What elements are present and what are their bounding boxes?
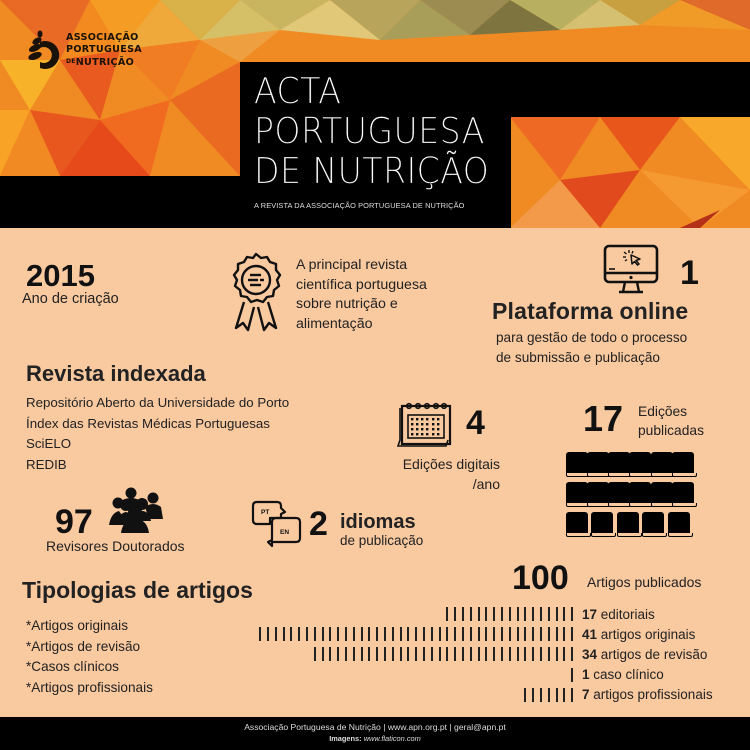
- tally-mark: [451, 647, 459, 661]
- tally-mark: [467, 627, 475, 641]
- tally-bar: [250, 668, 576, 682]
- articles-breakdown: [250, 604, 750, 705]
- tally-mark: [342, 627, 350, 641]
- digital-editions-label-line: /ano: [472, 476, 500, 492]
- published-editions-count: 17: [583, 398, 624, 439]
- tally-mark: [381, 647, 389, 661]
- book-icon: [566, 482, 584, 507]
- tally-mark: [498, 627, 506, 641]
- tally-mark: [521, 607, 529, 621]
- founded-year: 2015: [26, 258, 95, 293]
- platform-description: [496, 328, 687, 368]
- tally-mark: [514, 627, 522, 641]
- typology-item: *Artigos originais: [26, 618, 128, 633]
- tally-mark: [553, 688, 561, 702]
- tally-mark: [553, 627, 561, 641]
- tally-mark: [404, 647, 412, 661]
- tally-mark: [545, 627, 553, 641]
- tally-mark: [303, 627, 311, 641]
- tally-mark: [420, 627, 428, 641]
- tally-mark: [529, 688, 537, 702]
- tally-mark: [537, 627, 545, 641]
- tally-mark: [459, 627, 467, 641]
- journal-subtitle: A REVISTA DA ASSOCIAÇÃO PORTUGUESA DE NUTRIÇÃO: [254, 201, 465, 210]
- article-type-label: 17 editoriais: [582, 606, 655, 622]
- languages-count: 2: [309, 505, 328, 543]
- digital-editions-label: [386, 454, 500, 494]
- tally-mark: [412, 647, 420, 661]
- tally-mark: [568, 668, 576, 682]
- tally-mark: [397, 647, 405, 661]
- tally-mark: [443, 607, 451, 621]
- title-line-3: DE NUTRIÇÃO: [254, 151, 490, 192]
- tally-mark: [404, 627, 412, 641]
- book-icon: [587, 452, 605, 477]
- tally-mark: [256, 627, 264, 641]
- tally-mark: [560, 688, 568, 702]
- article-type-row: [250, 624, 750, 644]
- tally-mark: [389, 647, 397, 661]
- tally-mark: [350, 627, 358, 641]
- tally-mark: [365, 647, 373, 661]
- platform-title: Plataforma online: [492, 298, 689, 324]
- tally-bar: [250, 607, 576, 621]
- tally-mark: [436, 647, 444, 661]
- footer-credits-label: Imagens:: [329, 734, 362, 743]
- tally-mark: [490, 647, 498, 661]
- tally-mark: [373, 647, 381, 661]
- book-icon: [587, 482, 605, 507]
- book-icon: [566, 452, 584, 477]
- books-grid: [566, 452, 690, 542]
- principal-line: científica portuguesa: [296, 276, 427, 293]
- articles-total-label: Artigos publicados: [587, 574, 702, 590]
- tally-mark: [467, 647, 475, 661]
- tally-mark: [311, 627, 319, 641]
- tally-mark: [475, 647, 483, 661]
- typologies-title: Tipologias de artigos: [22, 577, 253, 603]
- tally-mark: [506, 607, 514, 621]
- typologies-list: [26, 616, 153, 698]
- platform-desc-line: de submissão e publicação: [496, 350, 660, 365]
- tally-mark: [459, 647, 467, 661]
- tally-mark: [560, 607, 568, 621]
- book-icon: [608, 452, 626, 477]
- tally-mark: [373, 627, 381, 641]
- indexed-item: SciELO: [26, 436, 72, 451]
- tally-mark: [327, 627, 335, 641]
- tally-mark: [350, 647, 358, 661]
- tally-mark: [342, 647, 350, 661]
- tally-mark: [443, 647, 451, 661]
- tally-mark: [490, 607, 498, 621]
- tally-mark: [498, 647, 506, 661]
- principal-line: A principal revista: [296, 257, 408, 273]
- tally-mark: [545, 607, 553, 621]
- tally-mark: [545, 688, 553, 702]
- principal-line: sobre nutrição e: [296, 296, 398, 312]
- indexed-item: Repositório Aberto da Universidade do Porto: [26, 395, 290, 410]
- indexed-item: REDIB: [26, 456, 67, 472]
- published-editions-label-line: Edições: [638, 404, 688, 419]
- wheat-leaf-logo-icon: [26, 30, 60, 70]
- book-icon: [608, 482, 626, 507]
- published-editions-label-line: publicadas: [638, 423, 704, 438]
- award-ribbon-icon: [228, 250, 284, 336]
- tally-mark: [529, 627, 537, 641]
- typology-item: *Artigos profissionais: [26, 679, 153, 695]
- digital-editions-count: 4: [466, 404, 485, 442]
- tally-mark: [537, 647, 545, 661]
- monitor-click-icon: [603, 244, 659, 296]
- book-icon: [629, 482, 647, 507]
- tally-mark: [537, 688, 545, 702]
- article-type-row: [250, 685, 750, 705]
- indexed-list: [26, 393, 289, 475]
- tally-mark: [443, 627, 451, 641]
- article-type-label: 7 artigos profissionais: [582, 687, 713, 703]
- calendar-icon: [396, 400, 454, 448]
- book-row: [566, 512, 690, 537]
- logo-text: [66, 32, 142, 69]
- tally-mark: [482, 607, 490, 621]
- footer: [0, 717, 750, 750]
- tally-mark: [537, 607, 545, 621]
- tally-mark: [459, 607, 467, 621]
- published-editions-label: [638, 402, 704, 440]
- tally-mark: [506, 627, 514, 641]
- book-icon: [651, 452, 669, 477]
- languages-title: idiomas: [340, 511, 416, 533]
- book-icon: [642, 512, 664, 537]
- language-bubble-en: EN: [280, 529, 290, 536]
- tally-bar: [250, 688, 576, 702]
- tally-mark: [327, 647, 335, 661]
- book-icon: [566, 512, 588, 537]
- tally-mark: [264, 627, 272, 641]
- digital-editions-label-line: Edições digitais: [402, 456, 500, 472]
- tally-mark: [451, 607, 459, 621]
- founded-label: Ano de criação: [22, 291, 119, 307]
- article-type-label: 41 artigos originais: [582, 626, 696, 642]
- tally-mark: [506, 647, 514, 661]
- tally-mark: [397, 627, 405, 641]
- book-row: [566, 452, 690, 477]
- tally-mark: [521, 688, 529, 702]
- tally-mark: [545, 647, 553, 661]
- tally-mark: [560, 647, 568, 661]
- tally-mark: [311, 647, 319, 661]
- article-type-row: [250, 665, 750, 685]
- tally-mark: [514, 607, 522, 621]
- tally-mark: [482, 647, 490, 661]
- tally-mark: [475, 607, 483, 621]
- book-icon: [668, 512, 690, 537]
- book-icon: [591, 512, 613, 537]
- tally-mark: [428, 627, 436, 641]
- platform-count: 1: [680, 254, 699, 292]
- article-type-label: 34 artigos de revisão: [582, 646, 708, 662]
- tally-mark: [412, 627, 420, 641]
- article-type-row: [250, 604, 750, 624]
- principal-description: [296, 256, 466, 334]
- group-people-icon: [109, 487, 167, 533]
- tally-mark: [467, 607, 475, 621]
- tally-mark: [389, 627, 397, 641]
- tally-mark: [553, 647, 561, 661]
- tally-mark: [358, 647, 366, 661]
- language-bubble-pt: PT: [261, 509, 270, 516]
- tally-mark: [319, 647, 327, 661]
- reviewers-count: 97: [55, 503, 93, 541]
- tally-mark: [334, 647, 342, 661]
- book-icon: [672, 452, 690, 477]
- title-line-1: ACTA: [254, 71, 342, 112]
- tally-mark: [498, 607, 506, 621]
- hero-banner: [0, 0, 750, 228]
- apn-logo: [26, 30, 142, 70]
- tally-mark: [451, 627, 459, 641]
- indexed-item: Índex das Revistas Médicas Portuguesas: [26, 415, 270, 431]
- tally-mark: [490, 627, 498, 641]
- tally-mark: [568, 627, 576, 641]
- book-icon: [672, 482, 690, 507]
- logo-line-1: ASSOCIAÇÃO: [66, 31, 139, 43]
- tally-mark: [568, 688, 576, 702]
- tally-bar: [250, 627, 576, 641]
- translate-speech-bubbles-icon: [250, 500, 302, 552]
- tally-mark: [568, 647, 576, 661]
- reviewers-label: Revisores Doutorados: [46, 538, 185, 554]
- indexed-title: Revista indexada: [26, 361, 206, 386]
- title-line-2: PORTUGUESA: [254, 111, 485, 152]
- article-type-label: 1 caso clínico: [582, 667, 664, 683]
- footer-contact: Associação Portuguesa de Nutrição | www.apn.org.pt | geral@apn.pt: [244, 722, 506, 732]
- logo-line-3-small: DE: [66, 57, 76, 65]
- journal-title-block: [240, 62, 511, 228]
- platform-desc-line: para gestão de todo o processo: [496, 330, 688, 345]
- book-icon: [629, 452, 647, 477]
- tally-mark: [381, 627, 389, 641]
- principal-line: alimentação: [296, 315, 373, 332]
- book-icon: [651, 482, 669, 507]
- tally-mark: [428, 647, 436, 661]
- tally-mark: [529, 607, 537, 621]
- tally-mark: [436, 627, 444, 641]
- tally-mark: [529, 647, 537, 661]
- footer-credits-link[interactable]: www.flaticon.com: [363, 734, 421, 743]
- tally-mark: [295, 627, 303, 641]
- typology-item: *Casos clínicos: [26, 659, 119, 674]
- tally-mark: [475, 627, 483, 641]
- languages-subtitle: de publicação: [340, 533, 424, 548]
- tally-mark: [553, 607, 561, 621]
- tally-mark: [482, 627, 490, 641]
- tally-mark: [288, 627, 296, 641]
- tally-mark: [514, 647, 522, 661]
- tally-bar: [250, 647, 576, 661]
- tally-mark: [521, 647, 529, 661]
- tally-mark: [568, 607, 576, 621]
- tally-mark: [365, 627, 373, 641]
- tally-mark: [420, 647, 428, 661]
- articles-total: 100: [512, 559, 569, 597]
- article-type-row: [250, 644, 750, 664]
- footer-credits: [0, 734, 750, 743]
- tally-mark: [521, 627, 529, 641]
- book-row: [566, 482, 690, 507]
- logo-line-3: NUTRIÇÃO: [75, 56, 135, 68]
- tally-mark: [319, 627, 327, 641]
- tally-mark: [334, 627, 342, 641]
- tally-mark: [272, 627, 280, 641]
- tally-mark: [280, 627, 288, 641]
- book-icon: [617, 512, 639, 537]
- logo-line-2: PORTUGUESA: [66, 43, 143, 55]
- title-band-left: [0, 176, 240, 228]
- tally-mark: [560, 627, 568, 641]
- typology-item: *Artigos de revisão: [26, 638, 141, 654]
- tally-mark: [358, 627, 366, 641]
